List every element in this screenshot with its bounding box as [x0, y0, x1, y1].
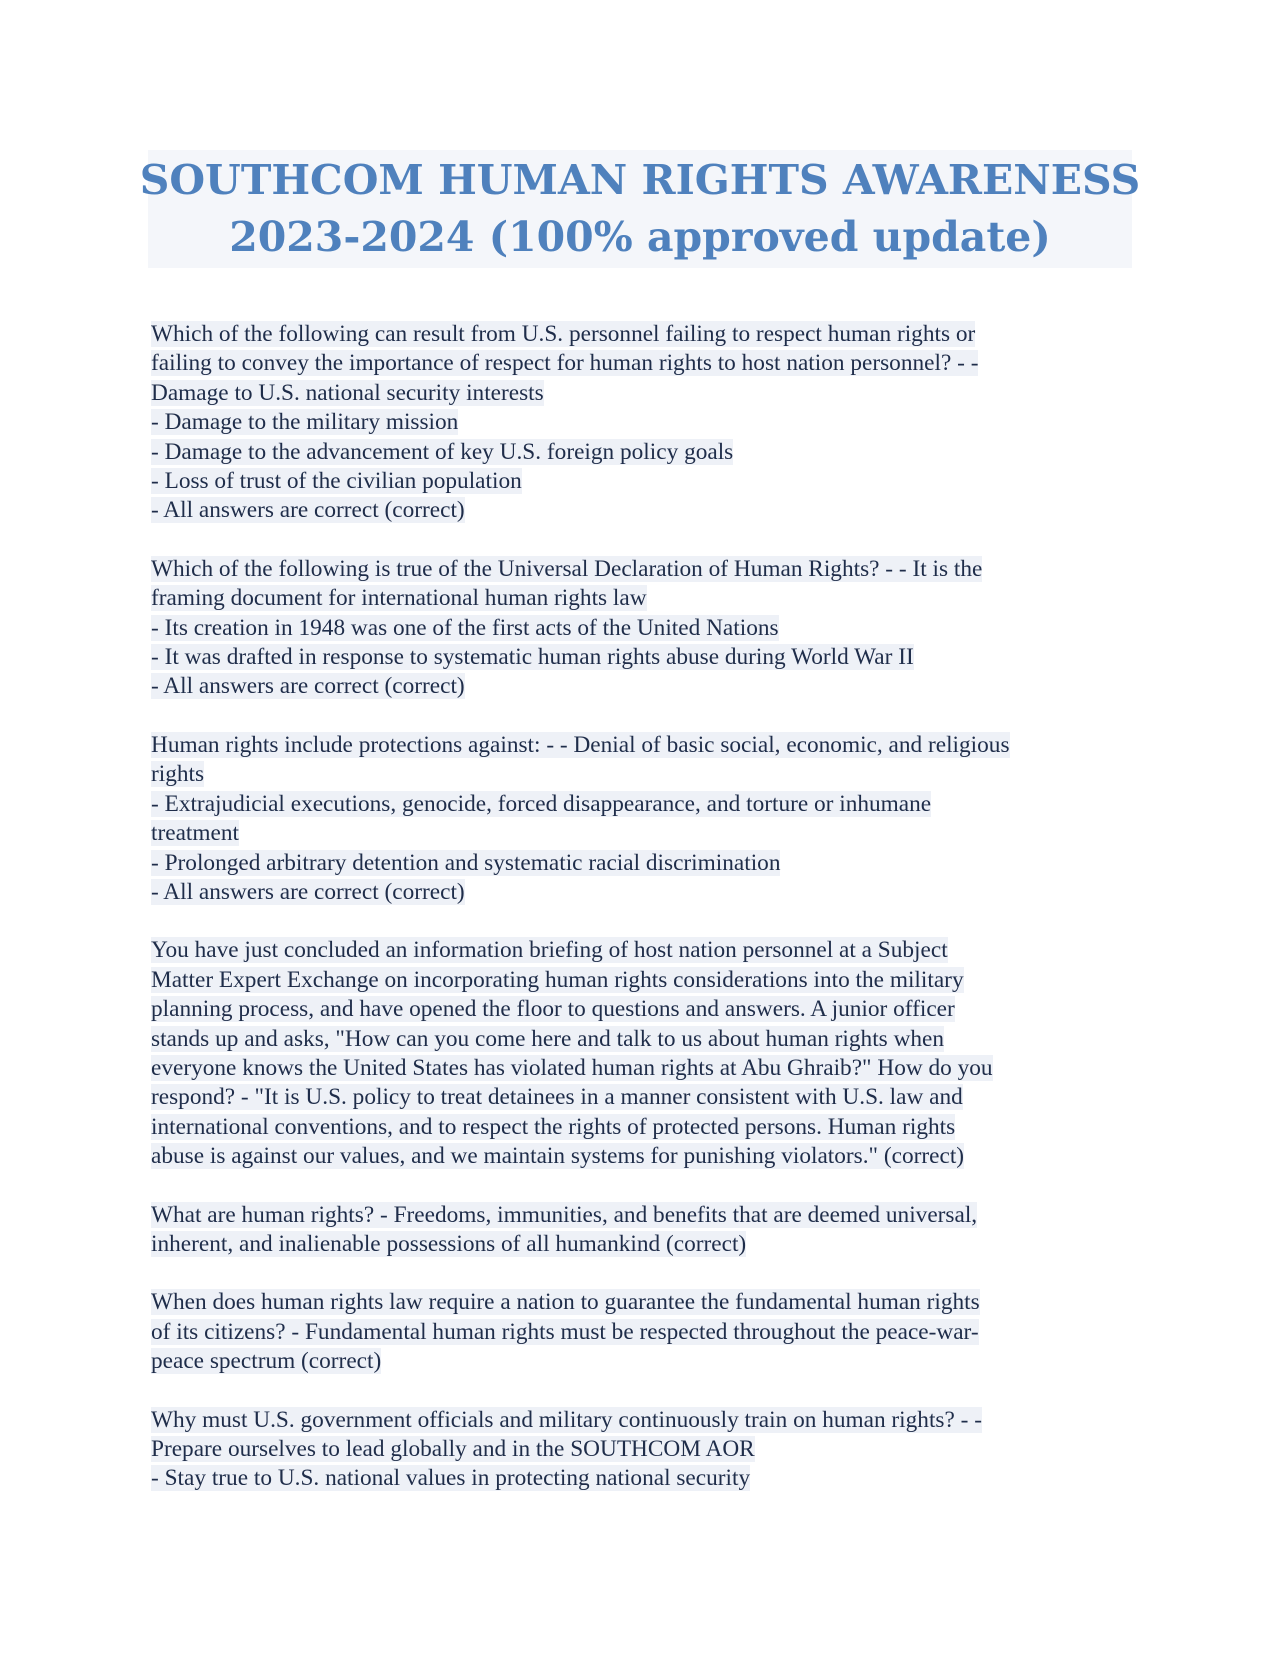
text-line: - Stay true to U.S. national values in protecting national security [151, 1465, 751, 1492]
text-line: Damage to U.S. national security interests [151, 379, 544, 406]
text-line: framing document for international human rights law [151, 585, 647, 612]
text-line: rights [151, 761, 205, 788]
text-line: Which of the following is true of the Universal Declaration of Human Rights? - - It is the [151, 555, 983, 582]
text-line: - Loss of trust of the civilian population [151, 468, 522, 495]
text-line: You have just concluded an information briefing of host nation personnel at a Subject [151, 937, 948, 964]
text-line: Human rights include protections against: - - Denial of basic social, economic, and religious [151, 731, 1010, 758]
text-line: inherent, and inalienable possessions of all humankind (correct) [151, 1230, 747, 1257]
text-line: - Damage to the advancement of key U.S. foreign policy goals [151, 438, 734, 465]
text-line: Which of the following can result from U.S. personnel failing to respect human rights or [151, 321, 976, 347]
qa-block-6 [151, 1288, 1131, 1376]
text-line: - Its creation in 1948 was one of the first acts of the United Nations [151, 614, 779, 641]
text-line: international conventions, and to respect the rights of protected persons. Human rights [151, 1113, 956, 1140]
text-line: - All answers are correct (correct) [151, 673, 465, 700]
text-line: Matter Expert Exchange on incorporating human rights considerations into the military [151, 966, 964, 993]
text-line: - All answers are correct (correct) [151, 497, 465, 524]
qa-block-4 [151, 936, 1131, 1171]
text-line: planning process, and have opened the floor to questions and answers. A junior officer [151, 996, 955, 1023]
text-line: peace spectrum (correct) [151, 1348, 382, 1375]
text-line: - Damage to the military mission [151, 409, 459, 436]
text-line: - All answers are correct (correct) [151, 878, 465, 905]
qa-block-2 [151, 555, 1131, 702]
document-title [139, 150, 1141, 268]
text-line: of its citizens? - Fundamental human rights must be respected throughout the peace-war- [151, 1318, 979, 1345]
text-line: everyone knows the United States has violated human rights at Abu Ghraib?" How do you [151, 1054, 993, 1081]
text-line: When does human rights law require a nation to guarantee the fundamental human rights [151, 1289, 980, 1316]
title-line-2: 2023-2024 (100% approved update) [229, 213, 1051, 261]
text-line: failing to convey the importance of respect for human rights to host nation personnel? - - [151, 350, 979, 377]
text-line: Why must U.S. government officials and military continuously train on human rights? - - [151, 1406, 982, 1433]
text-line: What are human rights? - Freedoms, immunities, and benefits that are deemed universal, [151, 1201, 978, 1228]
text-line: - Extrajudicial executions, genocide, forced disappearance, and torture or inhumane [151, 790, 932, 817]
title-line-1: SOUTHCOM HUMAN RIGHTS AWARENESS [139, 156, 1141, 204]
text-line: - It was drafted in response to systematic human rights abuse during World War II [151, 644, 914, 671]
qa-block-3 [151, 731, 1131, 907]
text-line: stands up and asks, "How can you come here and talk to us about human rights when [151, 1025, 945, 1052]
qa-block-7 [151, 1406, 1131, 1494]
text-line: - Prolonged arbitrary detention and systematic racial discrimination [151, 849, 781, 876]
qa-block-1 [151, 320, 1131, 526]
document-body [151, 320, 1131, 1523]
text-line: respond? - "It is U.S. policy to treat detainees in a manner consistent with U.S. law and [151, 1084, 963, 1111]
text-line: abuse is against our values, and we maintain systems for punishing violators." (correct) [151, 1143, 965, 1170]
text-line: Prepare ourselves to lead globally and in the SOUTHCOM AOR [151, 1436, 755, 1462]
qa-block-5 [151, 1201, 1131, 1260]
text-line: treatment [151, 820, 239, 847]
